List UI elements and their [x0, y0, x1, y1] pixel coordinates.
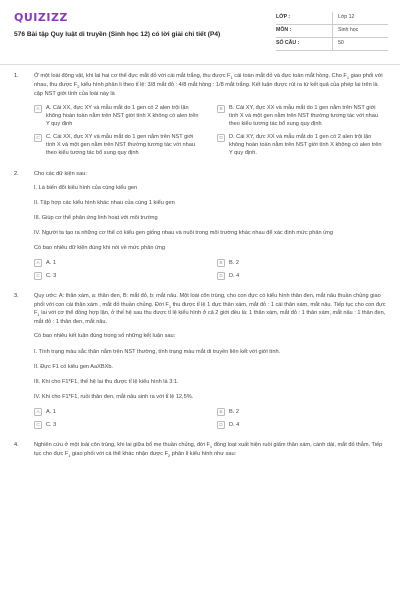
- option-text: C. 3: [46, 273, 57, 280]
- meta-label: LỚP :: [276, 14, 291, 21]
- statement: I. Là biến đổi kiểu hình của cùng kiểu gen: [34, 184, 138, 191]
- option-a[interactable]: [34, 259, 203, 267]
- option-d[interactable]: [217, 133, 386, 157]
- answer-options: [34, 408, 386, 429]
- question-text: Quy ước: A: thân xám, a: thân đen, B: mắt đỏ, b: mắt nâu. Một loài côn trùng, cho con đực có kiểu hình thân đen, mắt nâu thuần chủng giao phối với con cái thân xám , mắt đỏ thuần chủng. Đời $F_1$ thu được tỉ lệ 1 đực thân xám, mắt đỏ : 1 cái thân xám, mắt nâu. Tiếp tục cho con đực $F_1$ lai với cơ thể đồng hợp lặn, ở thế hệ sau thu được tỉ lệ kiểu hình ở cả 2 giới đều là: 1 thân xám, mắt đỏ : 1 thân xám, mắt nâu : 1 thân đen, mắt đỏ : 1 thân đen, mắt nâu.: [34, 293, 386, 326]
- option-c[interactable]: [34, 421, 203, 429]
- question-3: [14, 292, 386, 429]
- question-ask: Có bao nhiêu dữ kiện đúng khi nói về mức phản ứng: [34, 245, 165, 252]
- option-text: B. 2: [229, 409, 239, 416]
- document-header: [14, 10, 386, 58]
- option-text: A. 1: [46, 409, 56, 416]
- option-letter-box: B: [217, 259, 225, 267]
- option-text: D. 4: [229, 422, 240, 429]
- question-text: Cho các dữ kiện sau:: [34, 170, 87, 177]
- answer-options: [34, 259, 386, 280]
- question-number: 3.: [14, 293, 19, 300]
- option-letter-box: C: [34, 272, 42, 280]
- option-d[interactable]: [217, 272, 386, 280]
- option-letter-box: C: [34, 421, 42, 429]
- option-c[interactable]: [34, 272, 203, 280]
- option-text: B. 2: [229, 260, 239, 267]
- option-letter-box: B: [217, 408, 225, 416]
- question-4: [14, 441, 386, 459]
- meta-value: Sinh học: [332, 25, 388, 37]
- statement: III. Giúp cơ thể phản ứng linh hoạt với môi trường: [34, 214, 158, 221]
- question-2: [14, 170, 386, 281]
- option-b[interactable]: [217, 408, 386, 416]
- option-letter-box: D: [217, 272, 225, 280]
- option-letter-box: D: [217, 421, 225, 429]
- meta-row-count: [276, 38, 388, 51]
- meta-row-grade: [276, 12, 388, 25]
- option-letter-box: A: [34, 408, 42, 416]
- meta-row-subject: [276, 25, 388, 38]
- document-title: 576 Bài tập Quy luật di truyền (Sinh học 12) có lời giải chi tiết (P4): [14, 31, 221, 38]
- statement: II. Đực F1 có kiểu gen AaXBXb.: [34, 363, 113, 370]
- option-text: C. 3: [46, 422, 57, 429]
- answer-options: [34, 104, 386, 158]
- option-text: D. 4: [229, 273, 240, 280]
- option-text: A. Cái XX, đực XY và mẫu mắt do 1 gen có 2 alen trội lặn không hoàn toàn nằm trên NST giới tính X không có alen trên Y quy định: [46, 104, 199, 128]
- option-letter-box: A: [34, 259, 42, 267]
- question-text: Nghiên cứu ở một loài côn trùng, khi lai giữa bố mẹ thuần chủng, đời $F_1$ đồng loạt xuất hiện ruồi giấm thân xám, cánh dài, mắt đỏ thắm. Tiếp tục cho đực $F_1$ giao phối với cá thể khác nhận được $F_2$ phân li kiểu hình như sau:: [34, 442, 383, 459]
- option-a[interactable]: [34, 104, 203, 128]
- question-number: 4.: [14, 442, 19, 449]
- option-b[interactable]: [217, 259, 386, 267]
- option-letter-box: D: [217, 134, 225, 142]
- option-text: D. Cái XY, đực XX và mẫu mắt do 1 gen có 2 alen trội lặn không hoàn toàn nằm trên NST giới tính X không có alen trên Y quy định.: [229, 134, 382, 157]
- meta-table: [276, 12, 388, 51]
- option-letter-box: C: [34, 134, 42, 142]
- header-divider: [0, 64, 400, 65]
- statement: IV. Khi cho F1*F1, ruồi thân đen, mắt nâu sinh ra với tỉ lệ 12,5%.: [34, 393, 194, 400]
- option-text: A. 1: [46, 260, 56, 267]
- option-letter-box: B: [217, 105, 225, 113]
- statement: II. Tập hợp các kiểu hình khác nhau của cùng 1 kiểu gen: [34, 199, 175, 206]
- meta-label: MÔN :: [276, 27, 292, 34]
- option-a[interactable]: [34, 408, 203, 416]
- question-ask: Có bao nhiêu kết luận đúng trong số những kết luận sau:: [34, 333, 176, 340]
- quizizz-logo: QUIZIZZ: [14, 11, 68, 24]
- statement: III. Khi cho F1*F1, thế hệ lai thu được tỉ lệ kiểu hình là 3:1.: [34, 378, 179, 385]
- meta-label: SỐ CÂU :: [276, 40, 300, 47]
- statement: I. Tính trạng màu sắc thân nằm trên NST thường, tính trạng màu mắt di truyền liên kết với giới tính.: [34, 348, 281, 355]
- meta-value: Lớp 12: [332, 12, 388, 24]
- question-list: [14, 72, 386, 471]
- option-b[interactable]: [217, 104, 386, 128]
- question-number: 2.: [14, 170, 19, 177]
- option-text: B. Cái XY, đực XX và mẫu mắt do 1 gen nằm trên NST giới tính X và một gen nằm trên NST thường tương tác với nhau theo kiểu tương tác bổ sung quy định: [229, 104, 378, 128]
- question-text: Ở một loài động vật, khi lai hai cơ thể đực mắt đỏ với cái mắt trắng, thu được $F_1$ cái toàn mắt đỏ và đực toàn mắt hồng. Cho $F_1$ giao phối với nhau, thu được $F_2$ kiểu hình phân li theo tỉ lệ: 3/8 mắt đỏ : 4/8 mắt hồng : 1/8 mắt trắng. Kết luận được rút ra từ kết quả của phép lai trên là cặp NST giới tính của loài này là: [34, 73, 383, 97]
- option-letter-box: A: [34, 105, 42, 113]
- statement: IV. Người ta tạo ra những cơ thể có kiểu gen giống nhau và nuôi trong môi trường khác nhau để xác định mức phản ứng: [34, 230, 334, 237]
- meta-value: 50: [332, 38, 388, 50]
- question-number: 1.: [14, 73, 19, 79]
- option-c[interactable]: [34, 133, 203, 157]
- option-d[interactable]: [217, 421, 386, 429]
- option-text: C. Cái XX, đực XY và mẫu mắt do 1 gen nằm trên NST giới tính X và một gen nằm trên NST thường tương tác với nhau theo kiểu tương tác bổ sung quy định: [46, 134, 195, 157]
- question-1: [14, 72, 386, 158]
